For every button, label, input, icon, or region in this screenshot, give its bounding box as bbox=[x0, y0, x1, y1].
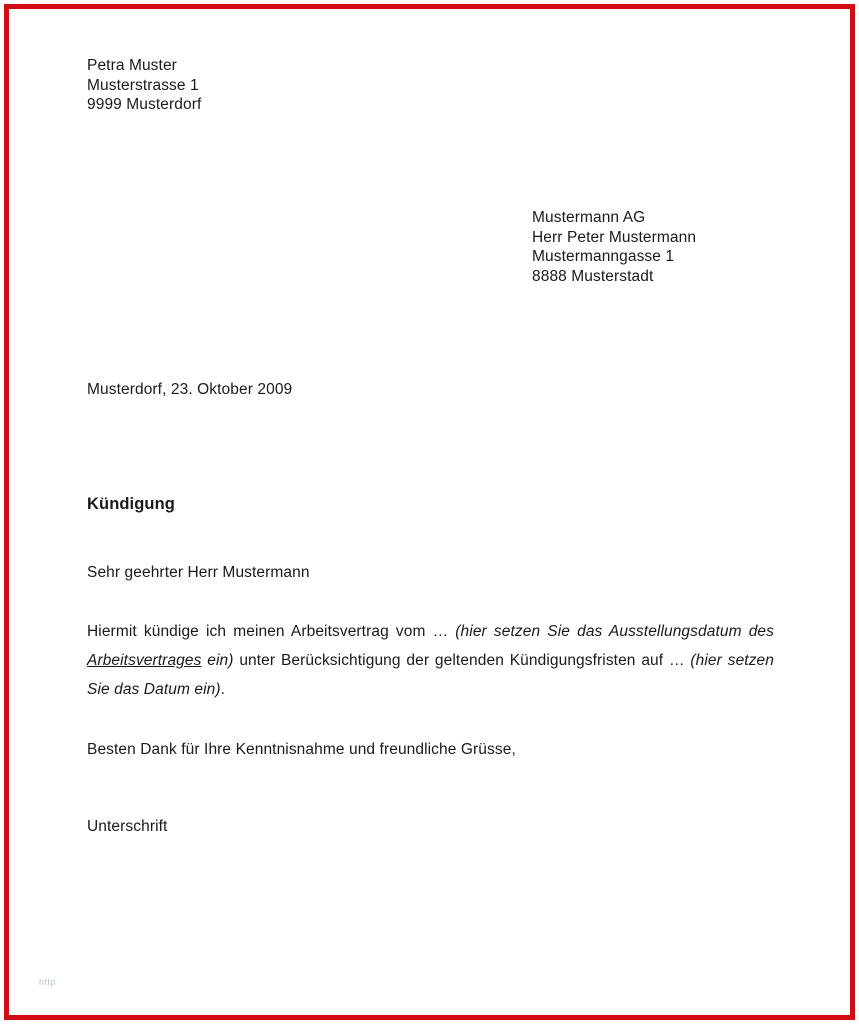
recipient-address-block bbox=[532, 208, 696, 286]
body-text-italic-3: (hier setzen Sie das Datum ein) bbox=[87, 652, 774, 698]
body-text-normal-3: . bbox=[220, 681, 226, 698]
recipient-street: Mustermanngasse 1 bbox=[532, 248, 675, 265]
body-text-normal-1: Hiermit kündige ich meinen Arbeitsvertrag vom … bbox=[87, 623, 456, 640]
signature-label: Unterschrift bbox=[87, 818, 168, 835]
sender-address-block bbox=[87, 56, 201, 115]
sender-street: Musterstrasse 1 bbox=[87, 76, 199, 94]
watermark-text: http bbox=[39, 977, 57, 987]
letter-page bbox=[4, 4, 855, 1020]
body-text-underlined-word: Arbeitsvertrages bbox=[87, 652, 202, 669]
subject-heading: Kündigung bbox=[87, 495, 175, 513]
recipient-name: Herr Peter Mustermann bbox=[532, 228, 697, 246]
recipient-company: Mustermann AG bbox=[532, 209, 646, 226]
body-paragraph bbox=[87, 617, 774, 704]
body-text-italic-2: ein) bbox=[201, 652, 234, 669]
salutation-line: Sehr geehrter Herr Mustermann bbox=[87, 564, 310, 581]
date-line: Musterdorf, 23. Oktober 2009 bbox=[87, 381, 293, 398]
body-text-italic-1: (hier setzen Sie das Ausstellungsdatum des bbox=[455, 623, 774, 640]
sender-name: Petra Muster bbox=[87, 57, 177, 74]
recipient-city: 8888 Musterstadt bbox=[532, 267, 654, 285]
sender-city: 9999 Musterdorf bbox=[87, 96, 202, 113]
closing-line: Besten Dank für Ihre Kenntnisnahme und freundliche Grüsse, bbox=[87, 741, 516, 758]
body-text-normal-2: unter Berücksichtigung der geltenden Kündigungsfristen auf … bbox=[233, 652, 691, 669]
